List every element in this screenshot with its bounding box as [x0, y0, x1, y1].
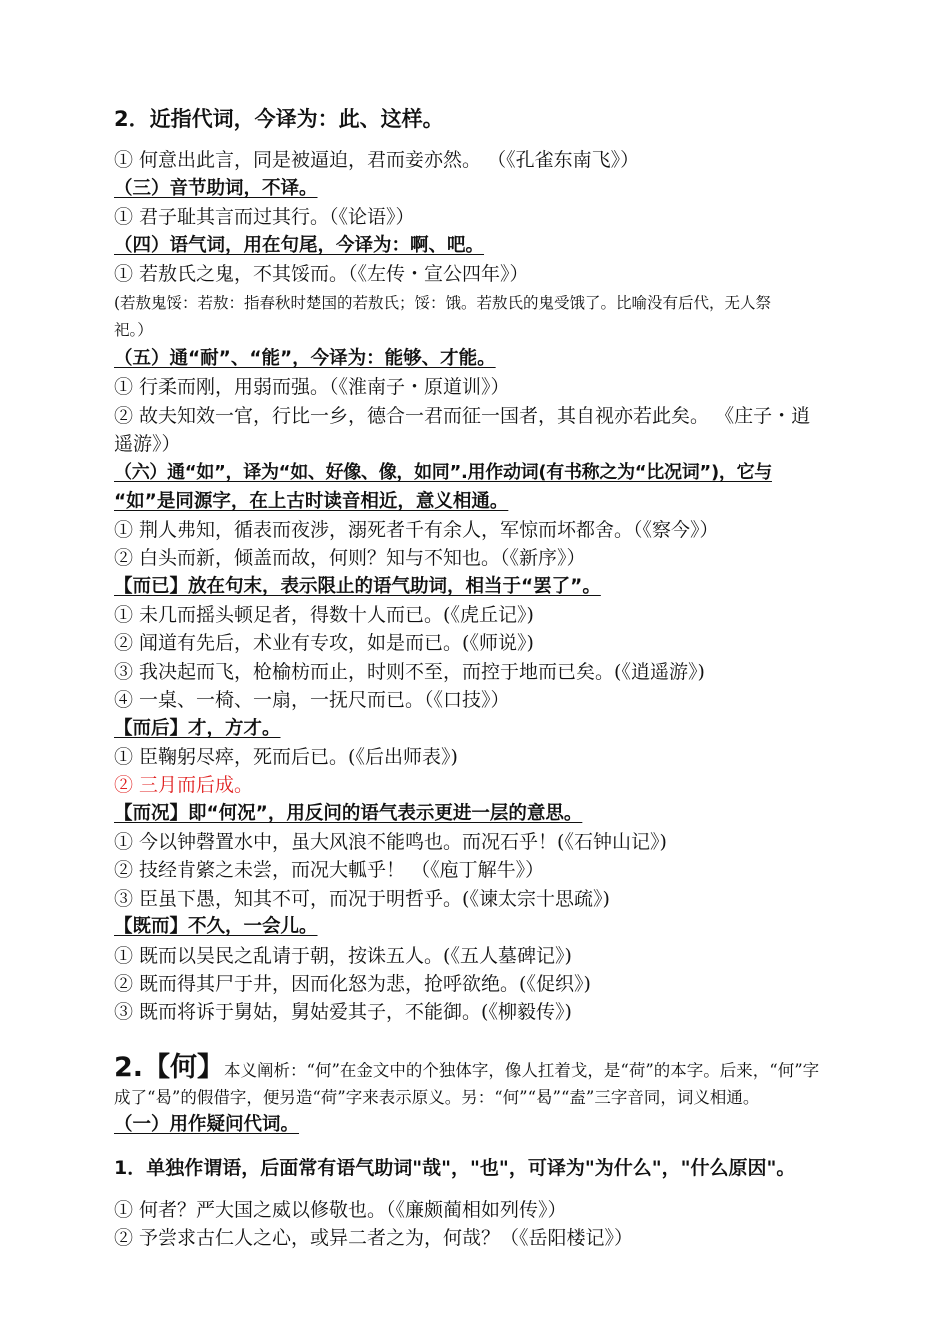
example-line: ① 何意出此言，同是被逼迫，君而妾亦然。 （《孔雀东南飞》） [114, 149, 640, 171]
entry-heading-line [114, 1051, 819, 1088]
entry-title: 2.【何】 [114, 1052, 225, 1083]
example-line: 遥游》） [114, 433, 181, 455]
example-line: ① 何者？严大国之威以修敬也。（《廉颇蔺相如列传》） [114, 1199, 567, 1221]
example-line: ④ 一桌、一椅、一扇，一抚尺而已。（《口技》） [114, 689, 510, 711]
example-line: ③ 臣虽下愚，知其不可，而况于明哲乎。(《谏太宗十思疏》) [114, 888, 610, 910]
subsection-heading: （四）语气词，用在句尾，今译为：啊、吧。 [114, 235, 485, 256]
example-line: ① 君子耻其言而过其行。（《论语》） [114, 206, 415, 228]
example-line: ② 技经肯綮之未尝，而况大軱乎！ （《庖丁解牛》） [114, 859, 545, 881]
section-heading: 2．近指代词，今译为：此、这样。 [114, 107, 444, 131]
subsection-heading: 【而况】即“何况”，用反问的语气表示更进一层的意思。 [114, 803, 583, 824]
highlighted-example-line: ② 三月而后成。 [114, 774, 254, 796]
example-line: ③ 我决起而飞，枪榆枋而止，时则不至，而控于地而已矣。(《逍遥游》) [114, 661, 705, 683]
example-line: ① 既而以吴民之乱请于朝，按诛五人。(《五人墓碑记》) [114, 945, 572, 967]
example-line: ② 闻道有先后，术业有专攻，如是而已。(《师说》) [114, 632, 534, 654]
section-heading: 1．单独作谓语，后面常有语气助词"哉"，"也"，可译为"为什么"，"什么原因"。 [114, 1157, 796, 1179]
example-line: ③ 既而将诉于舅姑，舅姑爱其子，不能御。(《柳毅传》) [114, 1001, 572, 1023]
example-line: ① 臣鞠躬尽瘁，死而后已。(《后出师表》) [114, 746, 458, 768]
subsection-heading: （六）通“如”，译为“如、好像、像，如同”.用作动词(有书称之为“比况词”)，它与 [114, 462, 772, 483]
example-line: ① 未几而摇头顿足者，得数十人而已。(《虎丘记》) [114, 604, 534, 626]
example-line: ② 白头而新，倾盖而故，何则？知与不知也。（《新序》） [114, 547, 586, 569]
entry-intro: 本义阐析：“何”在金文中的个独体字，像人扛着戈，是“荷”的本字。后来，“何”字 [224, 1061, 820, 1080]
example-line: ① 行柔而刚，用弱而强。（《淮南子・原道训》） [114, 376, 510, 398]
subsection-heading: （三）音节助词，不译。 [114, 178, 318, 199]
example-line: ① 荆人弗知，循表而夜涉，溺死者千有余人，军惊而坏都舍。（《察今》） [114, 519, 719, 541]
note-line: 祀。） [114, 321, 153, 339]
example-line: ② 予尝求古仁人之心，或异二者之为，何哉？（《岳阳楼记》） [114, 1227, 634, 1249]
entry-intro-line: 成了“曷”的假借字，便另造“荷”字来表示原义。另：“何”“曷”“盍”三字音同，词义相通。 [114, 1088, 760, 1107]
example-line: ② 故夫知效一官，行比一乡，德合一君而征一国者，其自视亦若此矣。 《庄子・逍 [114, 405, 811, 427]
note-line: (若敖鬼馁：若敖：指春秋时楚国的若敖氏；馁：饿。若敖氏的鬼受饿了。比喻没有后代，无人祭 [114, 294, 772, 312]
subsection-heading: 【既而】不久，一会儿。 [114, 916, 318, 937]
subsection-heading: “如”是同源字，在上古时读音相近，意义相通。 [114, 491, 509, 512]
subsection-heading: 【而已】放在句末，表示限止的语气助词，相当于“罢了”。 [114, 576, 601, 597]
example-line: ① 今以钟磬置水中，虽大风浪不能鸣也。而况石乎！(《石钟山记》) [114, 831, 667, 853]
example-line: ② 既而得其尸于井，因而化怒为悲，抢呼欲绝。(《促织》) [114, 973, 591, 995]
subsection-heading: （五）通“耐”、“能”，今译为：能够、才能。 [114, 348, 496, 369]
example-line: ① 若敖氏之鬼，不其馁而。（《左传・宣公四年》） [114, 263, 529, 285]
subsection-heading: 【而后】才，方才。 [114, 718, 281, 739]
subsection-heading: （一）用作疑问代词。 [114, 1114, 300, 1135]
